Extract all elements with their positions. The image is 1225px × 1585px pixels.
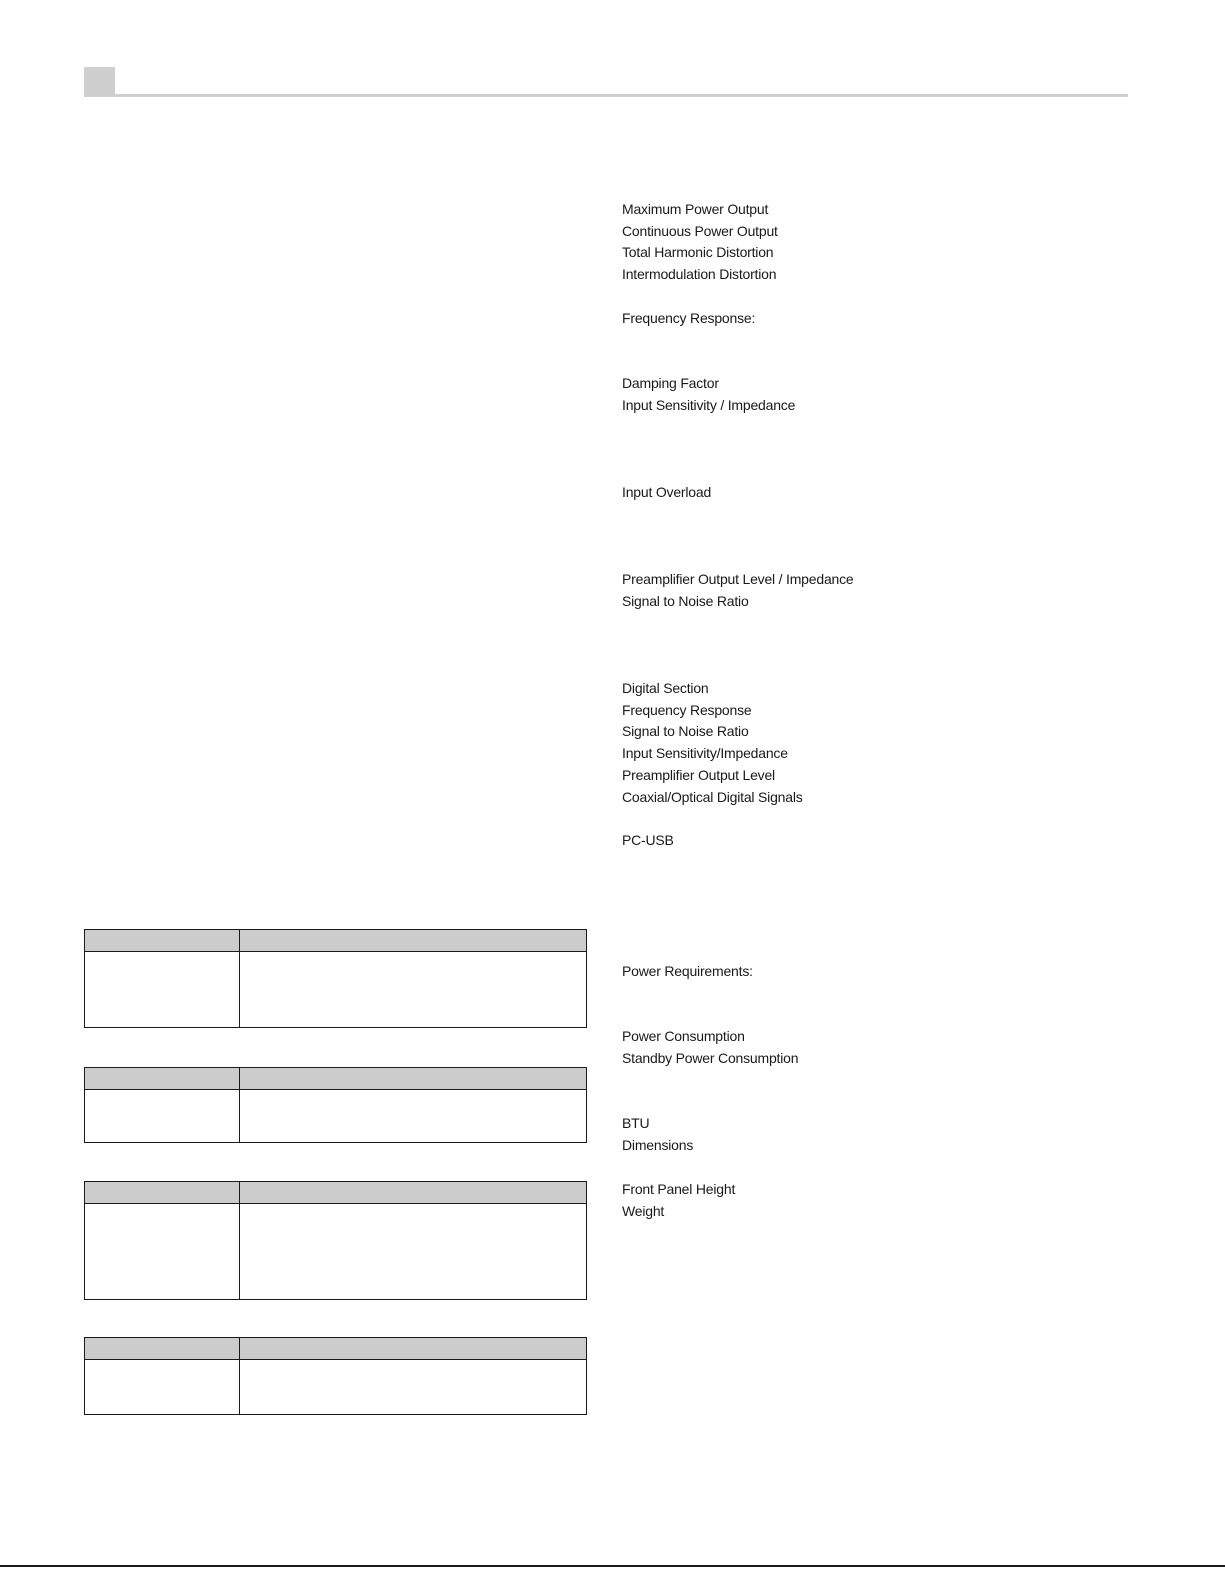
table-row bbox=[85, 952, 586, 1027]
spec-label: Power Requirements: bbox=[622, 963, 753, 979]
table-row bbox=[85, 1204, 586, 1299]
spec-label: Signal to Noise Ratio bbox=[622, 723, 749, 739]
footer-rule bbox=[0, 1565, 1225, 1567]
table-header-row bbox=[85, 1068, 586, 1090]
table-header-cell bbox=[240, 1338, 586, 1359]
table-cell bbox=[240, 952, 586, 1027]
table-header-cell bbox=[85, 1068, 240, 1089]
spec-label: Front Panel Height bbox=[622, 1181, 736, 1197]
spec-label: Coaxial/Optical Digital Signals bbox=[622, 789, 803, 805]
header-tab bbox=[84, 67, 115, 96]
table-header-cell bbox=[85, 1338, 240, 1359]
table-row bbox=[85, 1360, 586, 1414]
table-cell bbox=[240, 1204, 586, 1299]
table-header-cell bbox=[85, 1182, 240, 1203]
spec-label: PC-USB bbox=[622, 832, 674, 848]
table-header-row bbox=[85, 930, 586, 952]
table-row bbox=[85, 1090, 586, 1142]
spec-label: Dimensions bbox=[622, 1137, 694, 1153]
table-header-cell bbox=[85, 930, 240, 951]
spec-label: Input Sensitivity / Impedance bbox=[622, 397, 796, 413]
spec-label: Frequency Response bbox=[622, 702, 752, 718]
spec-label: Preamplifier Output Level / Impedance bbox=[622, 571, 854, 587]
spec-table bbox=[84, 1067, 587, 1143]
spec-table bbox=[84, 1337, 587, 1415]
spec-label: Continuous Power Output bbox=[622, 223, 778, 239]
table-header-cell bbox=[240, 1068, 586, 1089]
spec-table bbox=[84, 1181, 587, 1300]
spec-label: Maximum Power Output bbox=[622, 201, 769, 217]
spec-label: Standby Power Consumption bbox=[622, 1050, 799, 1066]
spec-label: Weight bbox=[622, 1203, 665, 1219]
table-cell bbox=[85, 1090, 240, 1142]
table-header-row bbox=[85, 1182, 586, 1204]
spec-label: Damping Factor bbox=[622, 375, 719, 391]
spec-label: BTU bbox=[622, 1115, 650, 1131]
spec-label: Frequency Response: bbox=[622, 310, 756, 326]
table-cell bbox=[85, 1360, 240, 1414]
table-cell bbox=[85, 952, 240, 1027]
table-cell bbox=[240, 1360, 586, 1414]
spec-label: Input Sensitivity/Impedance bbox=[622, 745, 788, 761]
spec-label: Input Overload bbox=[622, 484, 712, 500]
header-rule bbox=[84, 94, 1128, 97]
table-header-cell bbox=[240, 1182, 586, 1203]
table-cell bbox=[240, 1090, 586, 1142]
table-cell bbox=[85, 1204, 240, 1299]
spec-label: Signal to Noise Ratio bbox=[622, 593, 749, 609]
table-header-cell bbox=[240, 930, 586, 951]
table-header-row bbox=[85, 1338, 586, 1360]
spec-label: Total Harmonic Distortion bbox=[622, 244, 774, 260]
spec-label: Digital Section bbox=[622, 680, 709, 696]
spec-label: Power Consumption bbox=[622, 1028, 745, 1044]
spec-label: Preamplifier Output Level bbox=[622, 767, 775, 783]
spec-table bbox=[84, 929, 587, 1028]
spec-label: Intermodulation Distortion bbox=[622, 266, 777, 282]
